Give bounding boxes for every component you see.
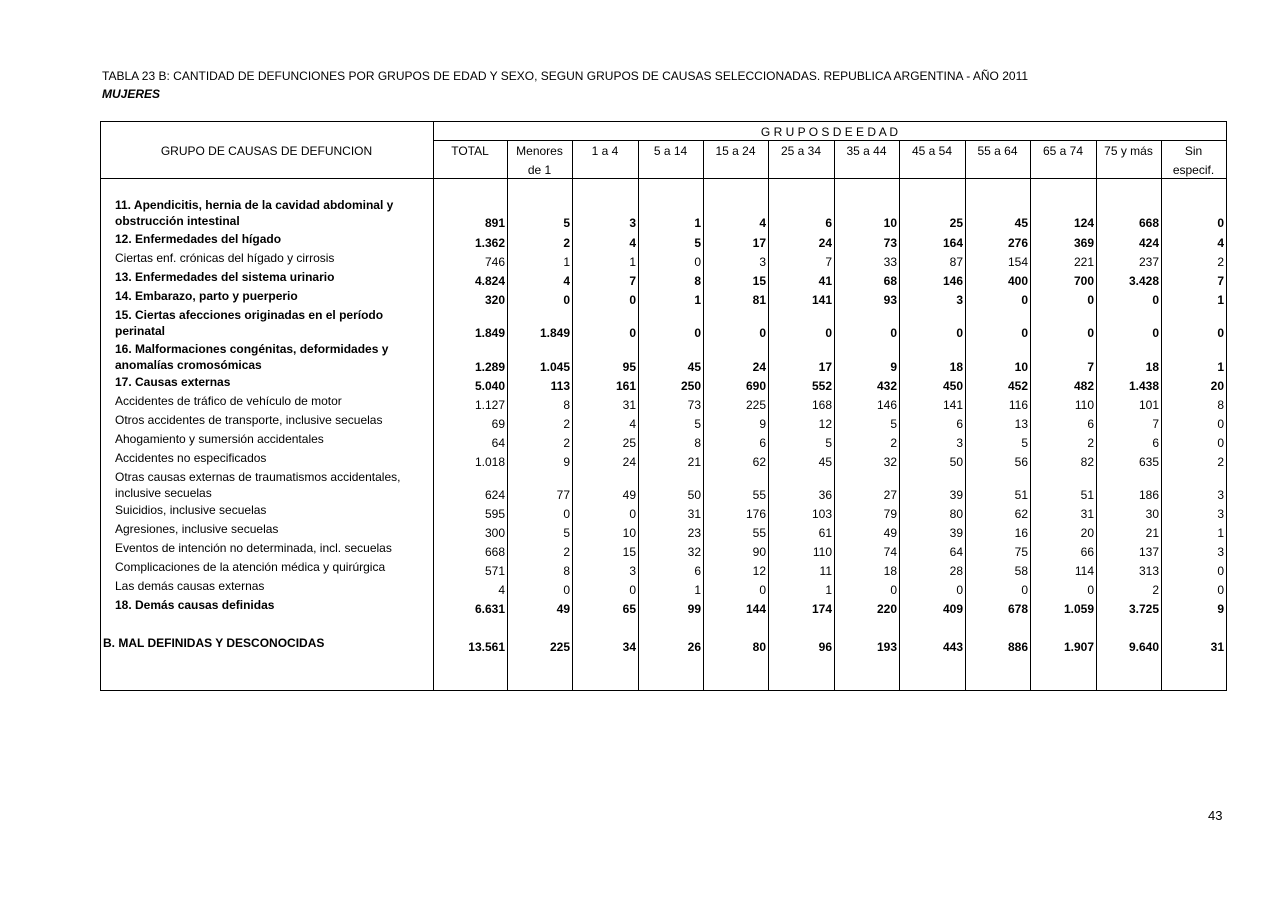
- table-cell: 482: [1073, 379, 1094, 393]
- column-header: 75 y más: [1104, 144, 1153, 158]
- table-cell: 21: [1145, 526, 1159, 540]
- table-cell: 5: [563, 216, 570, 230]
- table-cell: 8: [694, 436, 701, 450]
- table-cell: 103: [811, 507, 832, 521]
- table-cell: 5: [563, 526, 570, 540]
- column-header: Menores: [516, 144, 563, 158]
- table-cell: 1: [825, 583, 832, 597]
- table-cell: 13: [1014, 417, 1028, 431]
- table-cell: 124: [1073, 216, 1094, 230]
- row-label: perinatal: [115, 324, 166, 338]
- table-cell: 27: [883, 488, 897, 502]
- table-cell: 276: [1007, 236, 1028, 250]
- table-cell: 225: [745, 398, 766, 412]
- table-cell: 99: [687, 602, 701, 616]
- table-cell: 161: [615, 379, 636, 393]
- table-cell: 73: [883, 236, 897, 250]
- table-cell: 144: [745, 602, 766, 616]
- table-cell: 154: [1007, 255, 1028, 269]
- table-cell: 110: [812, 545, 832, 559]
- page-number: 43: [1208, 808, 1223, 823]
- table-cell: 1.059: [1063, 602, 1094, 616]
- row-label: 17. Causas externas: [115, 375, 231, 389]
- table-cell: 1: [563, 255, 570, 269]
- table-cell: 51: [1014, 488, 1028, 502]
- table-cell: 0: [890, 326, 897, 340]
- table-cell: 2: [1217, 455, 1224, 469]
- row-label: 13. Enfermedades del sistema urinario: [115, 270, 335, 284]
- table-cell: 1: [1217, 526, 1224, 540]
- table-cell: 624: [484, 488, 505, 502]
- table-cell: 0: [1217, 564, 1224, 578]
- table-cell: 4: [1217, 236, 1224, 250]
- table-cell: 5: [890, 417, 897, 431]
- table-cell: 18: [949, 360, 963, 374]
- table-cell: 0: [563, 293, 570, 307]
- table-cell: 41: [818, 274, 832, 288]
- column-header: 35 a 44: [846, 144, 887, 158]
- table-cell: 1: [629, 255, 636, 269]
- table-cell: 62: [1014, 507, 1028, 521]
- row-label: 16. Malformaciones congénitas, deformidades y: [115, 342, 389, 356]
- table-cell: 3: [1217, 545, 1224, 559]
- table-cell: 0: [1152, 326, 1159, 340]
- table-cell: 16: [1014, 526, 1028, 540]
- table-cell: 891: [484, 216, 505, 230]
- table-cell: 0: [1217, 583, 1224, 597]
- table-cell: 0: [629, 326, 636, 340]
- table-cell: 56: [1014, 455, 1028, 469]
- table-cell: 193: [876, 640, 897, 654]
- table-cell: 3.725: [1128, 602, 1159, 616]
- row-label: anomalías cromosómicas: [115, 358, 262, 372]
- table-cell: 55: [752, 526, 766, 540]
- table-cell: 8: [694, 274, 701, 288]
- table-cell: 34: [622, 640, 636, 654]
- row-label: 12. Enfermedades del hígado: [115, 232, 282, 246]
- table-cell: 26: [687, 640, 701, 654]
- table-cell: 33: [883, 255, 897, 269]
- table-cell: 0: [1021, 583, 1028, 597]
- table-cell: 5: [1021, 436, 1028, 450]
- table-cell: 6: [759, 436, 766, 450]
- row-label: Ciertas enf. crónicas del hígado y cirrosis: [115, 251, 335, 265]
- table-cell: 15: [622, 545, 636, 559]
- table-border-left: [100, 121, 101, 690]
- table-cell: 2: [563, 436, 570, 450]
- table-cell: 49: [622, 488, 636, 502]
- table-cell: 13.561: [468, 640, 505, 654]
- table-cell: 7: [1217, 274, 1224, 288]
- table-cell: 20: [1080, 526, 1094, 540]
- row-label: Otras causas externas de traumatismos accidentales,: [115, 470, 401, 484]
- column-header: 25 a 34: [780, 144, 822, 158]
- table-cell: 164: [942, 236, 963, 250]
- table-cell: 668: [484, 545, 505, 559]
- table-cell: 0: [629, 293, 636, 307]
- table-cell: 11: [819, 564, 832, 578]
- table-cell: 595: [484, 507, 505, 521]
- row-label: Otros accidentes de transporte, inclusive secuelas: [115, 413, 383, 427]
- table-cell: 75: [1014, 545, 1028, 559]
- row-label: Las demás causas externas: [115, 579, 265, 593]
- row-label: inclusive secuelas: [115, 486, 212, 500]
- table-cell: 79: [883, 507, 897, 521]
- table-cell: 61: [818, 526, 832, 540]
- table-cell: 400: [1007, 274, 1028, 288]
- table-cell: 1.849: [474, 326, 505, 340]
- table-cell: 1.362: [474, 236, 505, 250]
- table-cell: 6: [694, 564, 701, 578]
- table-cell: 3: [629, 216, 636, 230]
- column-header: 45 a 54: [911, 144, 953, 158]
- table-cell: 369: [1073, 236, 1094, 250]
- row-label: 18. Demás causas definidas: [115, 598, 275, 612]
- table-cell: 17: [752, 236, 766, 250]
- table-border-top: [100, 121, 1227, 122]
- column-header: 1 a 4: [591, 144, 619, 158]
- table-cell: 55: [752, 488, 766, 502]
- table-cell: 114: [1074, 564, 1094, 578]
- table-cell: 1.907: [1063, 640, 1094, 654]
- table-cell: 4: [629, 236, 636, 250]
- table-cell: 146: [942, 274, 963, 288]
- table-cell: 10: [622, 526, 636, 540]
- table-cell: 1: [1217, 360, 1224, 374]
- table-cell: 7: [825, 255, 832, 269]
- table-cell: 700: [1073, 274, 1094, 288]
- table-cell: 432: [876, 379, 897, 393]
- table-cell: 409: [942, 602, 963, 616]
- table-cell: 49: [883, 526, 897, 540]
- table-cell: 3: [1217, 507, 1224, 521]
- table-cell: 4: [563, 274, 570, 288]
- table-cell: 0: [1217, 417, 1224, 431]
- table-cell: 6: [1087, 417, 1094, 431]
- table-cell: 0: [1021, 293, 1028, 307]
- table-cell: 237: [1138, 255, 1159, 269]
- table-cell: 50: [687, 488, 701, 502]
- age-group-header-divider: [433, 140, 1226, 141]
- table-cell: 74: [883, 545, 897, 559]
- table-cell: 1: [694, 293, 701, 307]
- table-border-bottom: [100, 690, 1227, 691]
- table-cell: 1: [1217, 293, 1224, 307]
- table-cell: 0: [563, 507, 570, 521]
- table-subtitle: MUJERES: [102, 87, 161, 101]
- table-cell: 73: [687, 398, 701, 412]
- table-cell: 24: [622, 455, 636, 469]
- table-cell: 31: [1210, 640, 1224, 654]
- table-cell: 32: [883, 455, 897, 469]
- table-cell: 36: [818, 488, 832, 502]
- table-cell: 15: [752, 274, 766, 288]
- table-cell: 0: [956, 583, 963, 597]
- table-cell: 45: [1014, 216, 1028, 230]
- table-cell: 2: [1217, 255, 1224, 269]
- table-cell: 1.849: [539, 326, 570, 340]
- table-cell: 87: [949, 255, 963, 269]
- table-cell: 1.127: [474, 398, 505, 412]
- table-cell: 110: [1074, 398, 1094, 412]
- table-cell: 3: [629, 564, 636, 578]
- table-cell: 0: [1021, 326, 1028, 340]
- table-cell: 20: [1210, 379, 1224, 393]
- table-cell: 7: [1087, 360, 1094, 374]
- row-label: Suicidios, inclusive secuelas: [115, 503, 267, 517]
- table-cell: 24: [818, 236, 832, 250]
- table-cell: 0: [890, 583, 897, 597]
- table-cell: 552: [811, 379, 832, 393]
- table-cell: 452: [1007, 379, 1028, 393]
- table-cell: 23: [687, 526, 701, 540]
- table-cell: 2: [890, 436, 897, 450]
- table-cell: 6: [825, 216, 832, 230]
- table-cell: 6.631: [474, 602, 505, 616]
- table-cell: 68: [883, 274, 897, 288]
- table-cell: 5: [825, 436, 832, 450]
- table-cell: 1.018: [474, 455, 505, 469]
- table-cell: 58: [1014, 564, 1028, 578]
- table-cell: 18: [883, 564, 897, 578]
- table-cell: 66: [1080, 545, 1094, 559]
- table-cell: 9.640: [1128, 640, 1159, 654]
- table-cell: 4: [759, 216, 766, 230]
- table-border-right: [1226, 121, 1227, 691]
- row-label: Complicaciones de la atención médica y quirúrgica: [115, 560, 386, 574]
- table-cell: 9: [1217, 602, 1224, 616]
- table-cell: 2: [563, 417, 570, 431]
- table-cell: 10: [883, 216, 897, 230]
- table-cell: 4.824: [474, 274, 505, 288]
- table-cell: 49: [556, 602, 570, 616]
- table-cell: 21: [687, 455, 701, 469]
- row-label: 14. Embarazo, parto y puerperio: [115, 289, 298, 303]
- row-label: B. MAL DEFINIDAS Y DESCONOCIDAS: [103, 636, 325, 650]
- column-header: Sin: [1184, 144, 1203, 158]
- table-cell: 146: [876, 398, 897, 412]
- table-cell: 30: [1145, 507, 1159, 521]
- row-label: 15. Ciertas afecciones originadas en el período: [115, 308, 384, 322]
- table-cell: 18: [1145, 360, 1159, 374]
- table-cell: 80: [949, 507, 963, 521]
- table-cell: 80: [752, 640, 766, 654]
- table-cell: 0: [629, 507, 636, 521]
- table-cell: 8: [563, 398, 570, 412]
- table-cell: 2: [1087, 436, 1094, 450]
- table-cell: 0: [1217, 326, 1224, 340]
- table-cell: 28: [949, 564, 963, 578]
- table-cell: 186: [1138, 488, 1159, 502]
- table-cell: 0: [1087, 326, 1094, 340]
- row-label: 11. Apendicitis, hernia de la cavidad abdominal y: [115, 198, 394, 212]
- table-cell: 668: [1138, 216, 1159, 230]
- table-cell: 82: [1080, 455, 1094, 469]
- table-cell: 4: [629, 417, 636, 431]
- row-label: obstrucción intestinal: [115, 214, 240, 228]
- column-header: 55 a 64: [977, 144, 1018, 158]
- table-cell: 174: [811, 602, 832, 616]
- table-cell: 1.289: [474, 360, 505, 374]
- table-cell: 3: [1217, 488, 1224, 502]
- table-cell: 0: [1217, 436, 1224, 450]
- age-group-header: G R U P O S D E E D A D: [760, 125, 899, 139]
- column-header-subtext: especif.: [1172, 163, 1215, 177]
- table-cell: 225: [549, 640, 570, 654]
- table-cell: 635: [1138, 455, 1159, 469]
- cause-column-header: GRUPO DE CAUSAS DE DEFUNCION: [160, 144, 373, 158]
- table-cell: 39: [949, 488, 963, 502]
- table-cell: 101: [1138, 398, 1159, 412]
- table-cell: 0: [956, 326, 963, 340]
- column-header: TOTAL: [451, 144, 489, 158]
- table-cell: 9: [759, 417, 766, 431]
- table-cell: 95: [622, 360, 636, 374]
- table-cell: 93: [883, 293, 897, 307]
- table-cell: 90: [752, 545, 766, 559]
- table-cell: 690: [745, 379, 766, 393]
- table-cell: 96: [818, 640, 832, 654]
- table-cell: 9: [890, 360, 897, 374]
- table-cell: 5.040: [474, 379, 505, 393]
- header-bottom-divider: [100, 178, 1226, 179]
- table-cell: 300: [484, 526, 505, 540]
- table-cell: 25: [949, 216, 963, 230]
- column-header-subtext: de 1: [527, 163, 552, 177]
- table-cell: 4: [498, 583, 505, 597]
- table-cell: 320: [484, 293, 505, 307]
- table-cell: 6: [1152, 436, 1159, 450]
- row-label: Accidentes de tráfico de vehículo de motor: [115, 394, 342, 408]
- row-label: Ahogamiento y sumersión accidentales: [115, 432, 324, 446]
- table-cell: 45: [818, 455, 832, 469]
- table-cell: 65: [622, 602, 636, 616]
- table-cell: 5: [694, 236, 701, 250]
- table-cell: 250: [680, 379, 701, 393]
- column-header: 65 a 74: [1042, 144, 1084, 158]
- table-cell: 2: [563, 545, 570, 559]
- table-cell: 1: [694, 216, 701, 230]
- table-cell: 32: [687, 545, 701, 559]
- table-cell: 64: [491, 436, 505, 450]
- column-header: 15 a 24: [715, 144, 756, 158]
- table-cell: 424: [1138, 236, 1159, 250]
- column-header: 5 a 14: [653, 144, 688, 158]
- table-cell: 9: [563, 455, 570, 469]
- table-cell: 2: [563, 236, 570, 250]
- table-cell: 113: [550, 379, 570, 393]
- table-cell: 3: [956, 293, 963, 307]
- table-cell: 220: [876, 602, 897, 616]
- table-cell: 886: [1007, 640, 1028, 654]
- row-label: Accidentes no especificados: [115, 451, 267, 465]
- table-cell: 0: [1152, 293, 1159, 307]
- table-cell: 141: [942, 398, 963, 412]
- table-cell: 0: [759, 326, 766, 340]
- table-cell: 12: [752, 564, 766, 578]
- table-cell: 1: [694, 583, 701, 597]
- table-cell: 3: [956, 436, 963, 450]
- table-cell: 45: [687, 360, 701, 374]
- table-cell: 31: [687, 507, 701, 521]
- table-cell: 0: [1087, 583, 1094, 597]
- table-cell: 137: [1138, 545, 1159, 559]
- table-cell: 10: [1014, 360, 1028, 374]
- table-cell: 7: [629, 274, 636, 288]
- table-cell: 168: [811, 398, 832, 412]
- table-cell: 2: [1152, 583, 1159, 597]
- table-cell: 313: [1138, 564, 1159, 578]
- table-cell: 8: [1217, 398, 1224, 412]
- row-label: Eventos de intención no determinada, incl. secuelas: [115, 541, 392, 555]
- table-cell: 176: [745, 507, 766, 521]
- table-cell: 0: [1087, 293, 1094, 307]
- table-cell: 450: [942, 379, 963, 393]
- table-cell: 0: [629, 583, 636, 597]
- table-cell: 443: [942, 640, 963, 654]
- table-cell: 571: [484, 564, 505, 578]
- table-cell: 0: [694, 255, 701, 269]
- table-cell: 116: [1008, 398, 1028, 412]
- table-cell: 62: [752, 455, 766, 469]
- table-cell: 0: [825, 326, 832, 340]
- table-cell: 746: [484, 255, 505, 269]
- table-cell: 1.438: [1128, 379, 1159, 393]
- table-cell: 1.045: [539, 360, 570, 374]
- table-cell: 17: [818, 360, 832, 374]
- table-cell: 3: [759, 255, 766, 269]
- table-cell: 678: [1007, 602, 1028, 616]
- table-cell: 8: [563, 564, 570, 578]
- table-cell: 69: [491, 417, 505, 431]
- table-cell: 77: [556, 488, 570, 502]
- table-cell: 50: [949, 455, 963, 469]
- table-cell: 0: [1217, 216, 1224, 230]
- table-cell: 141: [811, 293, 832, 307]
- table-cell: 24: [752, 360, 766, 374]
- table-cell: 221: [1073, 255, 1094, 269]
- table-cell: 0: [563, 583, 570, 597]
- table-cell: 12: [818, 417, 832, 431]
- table-cell: 31: [1080, 507, 1094, 521]
- table-cell: 25: [622, 436, 636, 450]
- table-cell: 7: [1152, 417, 1159, 431]
- table-cell: 0: [759, 583, 766, 597]
- row-label: Agresiones, inclusive secuelas: [115, 522, 279, 536]
- table-cell: 5: [694, 417, 701, 431]
- table-cell: 39: [949, 526, 963, 540]
- table-title: TABLA 23 B: CANTIDAD DE DEFUNCIONES POR GRUPOS DE EDAD Y SEXO, SEGUN GRUPOS DE CAUSAS SELECCIONADAS. REPUBLICA ARGENTINA - AÑO 2011: [102, 69, 1029, 83]
- table-cell: 0: [694, 326, 701, 340]
- table-cell: 51: [1080, 488, 1094, 502]
- table-cell: 64: [949, 545, 963, 559]
- table-cell: 31: [622, 398, 636, 412]
- table-cell: 81: [752, 293, 766, 307]
- table-cell: 6: [956, 417, 963, 431]
- table-cell: 3.428: [1128, 274, 1159, 288]
